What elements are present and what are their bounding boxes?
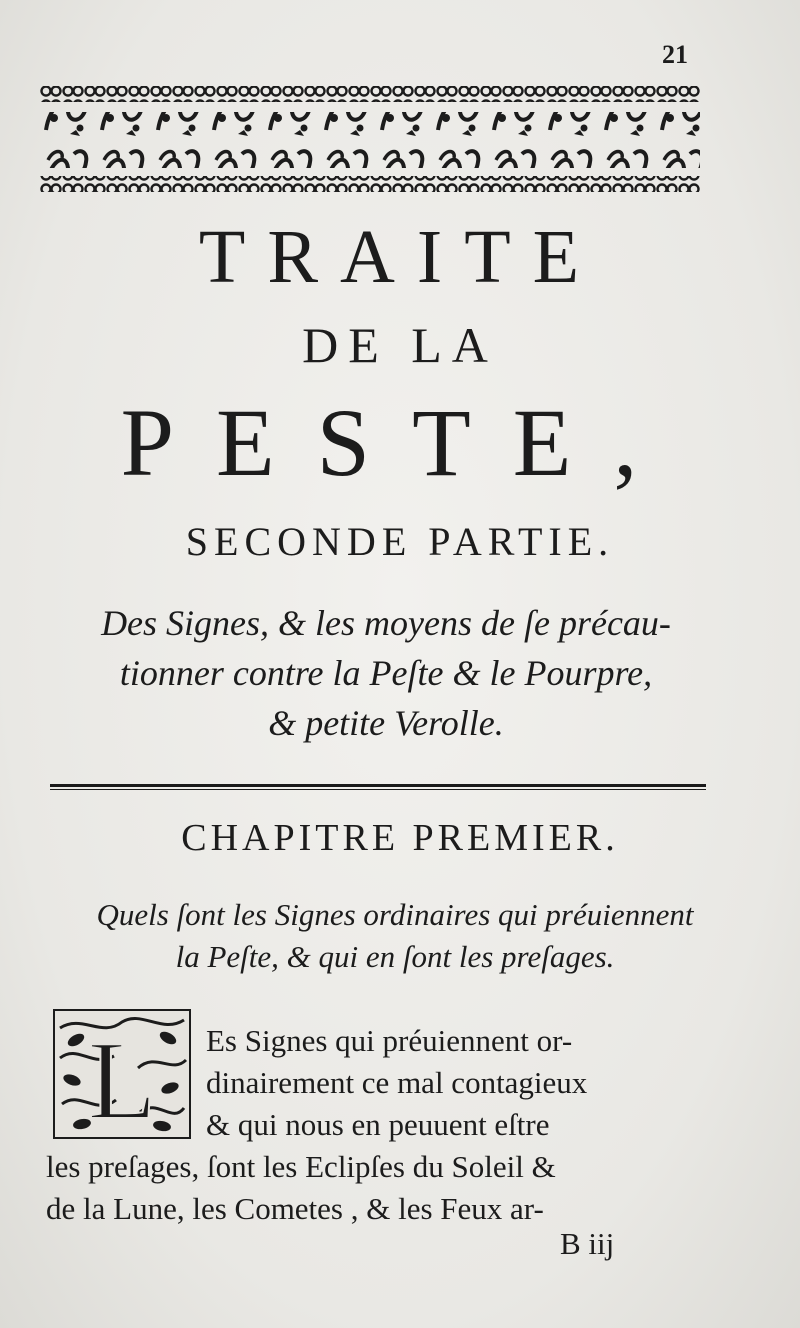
- subtitle-line-1: Des Signes, & les moyens de ſe précau-: [101, 603, 671, 643]
- signature-mark: B iij: [560, 1226, 615, 1261]
- body-line-4: les preſages, ſont les Eclipſes du Soleil &: [46, 1149, 556, 1184]
- subtitle-line-2: tionner contre la Peſte & le Pourpre,: [119, 653, 653, 693]
- body-line-2: dinairement ce mal contagieux: [206, 1065, 588, 1100]
- chapter-subtitle-line-2: la Peſte, & qui en ſont les preſages.: [175, 939, 615, 974]
- body-line-3: & qui nous en peuuent eſtre: [206, 1107, 550, 1142]
- body-line-5: de la Lune, les Cometes , & les Feux ar-: [46, 1191, 544, 1226]
- title-subtitle: [56, 598, 716, 748]
- section-rule: [50, 784, 706, 790]
- title-traite: TRAITE: [198, 215, 602, 299]
- title-de-la: DE LA: [302, 317, 498, 373]
- title-peste: PESTE,: [120, 389, 680, 496]
- page-number: 21: [662, 40, 688, 69]
- ornament-svg: [40, 84, 700, 196]
- chapter-subtitle-line-1: Quels ſont les Signes ordinaires qui préuiennent: [96, 897, 694, 932]
- chapter-subtitle: [40, 894, 750, 978]
- title-seconde-partie: SECONDE PARTIE.: [185, 519, 615, 564]
- drop-cap-letter: L: [87, 1019, 157, 1140]
- body-line-1: Es Signes qui préuiennent or-: [206, 1023, 573, 1058]
- chapter-heading: CHAPITRE PREMIER.: [181, 817, 619, 859]
- body-paragraph: [46, 1020, 712, 1230]
- subtitle-line-3: & petite Verolle.: [268, 703, 504, 743]
- headpiece-ornament: [40, 84, 700, 196]
